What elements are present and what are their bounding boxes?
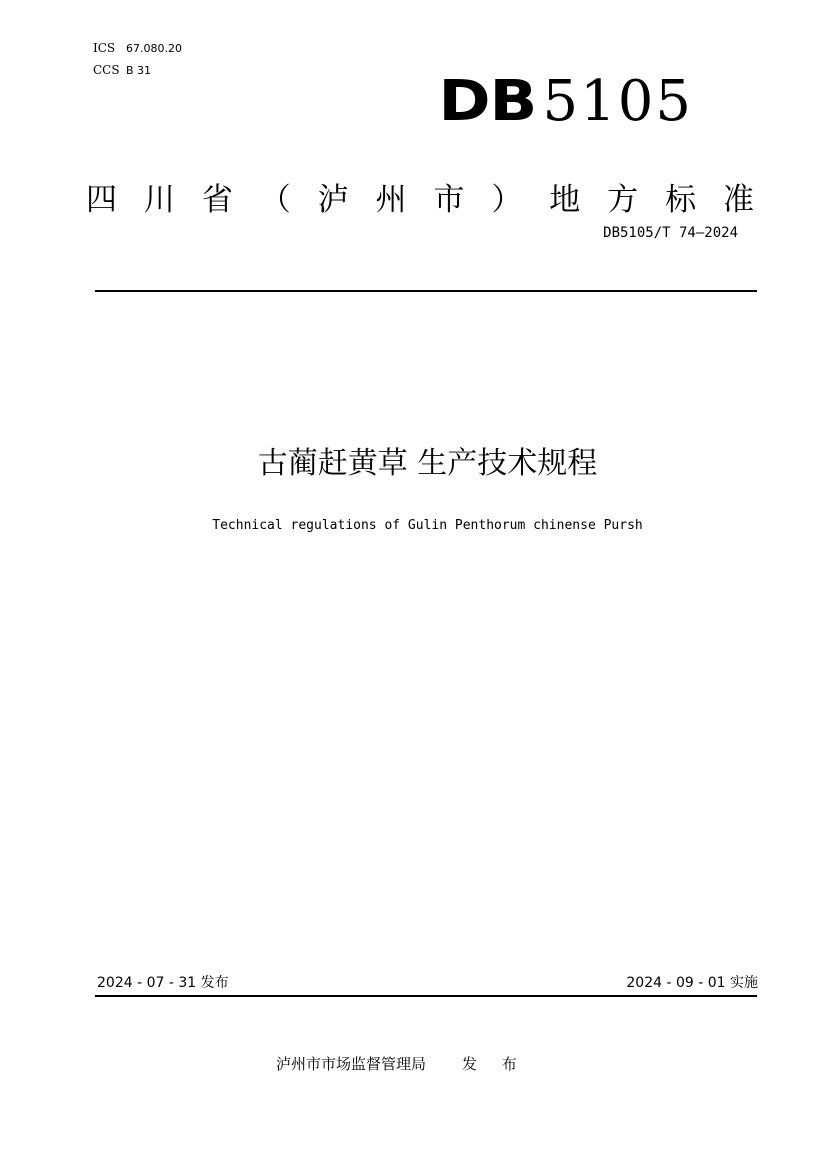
ics-value: 67.080.20 — [126, 42, 182, 55]
publisher-name: 泸州市市场监督管理局 — [276, 1055, 427, 1073]
document-title: 古蔺赶黄草 生产技术规程 — [257, 446, 598, 481]
ccs-value: B 31 — [126, 64, 152, 77]
ics-classification — [93, 41, 182, 56]
issue-date: 2024 - 07 - 31 发布 — [97, 975, 229, 991]
document-title-english: Technical regulations of Gulin Penthorum chinense Pursh — [212, 518, 643, 533]
bottom-divider — [95, 995, 757, 997]
standard-category-title: 四 川 省 （ 泸 州 市 ） 地 方 标 准 — [86, 182, 754, 218]
ccs-classification — [93, 63, 151, 78]
ccs-label: CCS — [93, 63, 120, 77]
top-divider — [95, 290, 757, 292]
implementation-date: 2024 - 09 - 01 实施 — [626, 975, 758, 991]
standard-mark-prefix: DB — [438, 69, 537, 134]
publisher-line — [276, 1053, 527, 1075]
standard-number: DB5105/T 74—2024 — [603, 225, 738, 241]
standard-mark-code: 5105 — [542, 69, 693, 134]
publisher-action: 发 布 — [462, 1055, 527, 1073]
standard-mark — [438, 69, 693, 134]
ics-label: ICS — [93, 41, 116, 55]
